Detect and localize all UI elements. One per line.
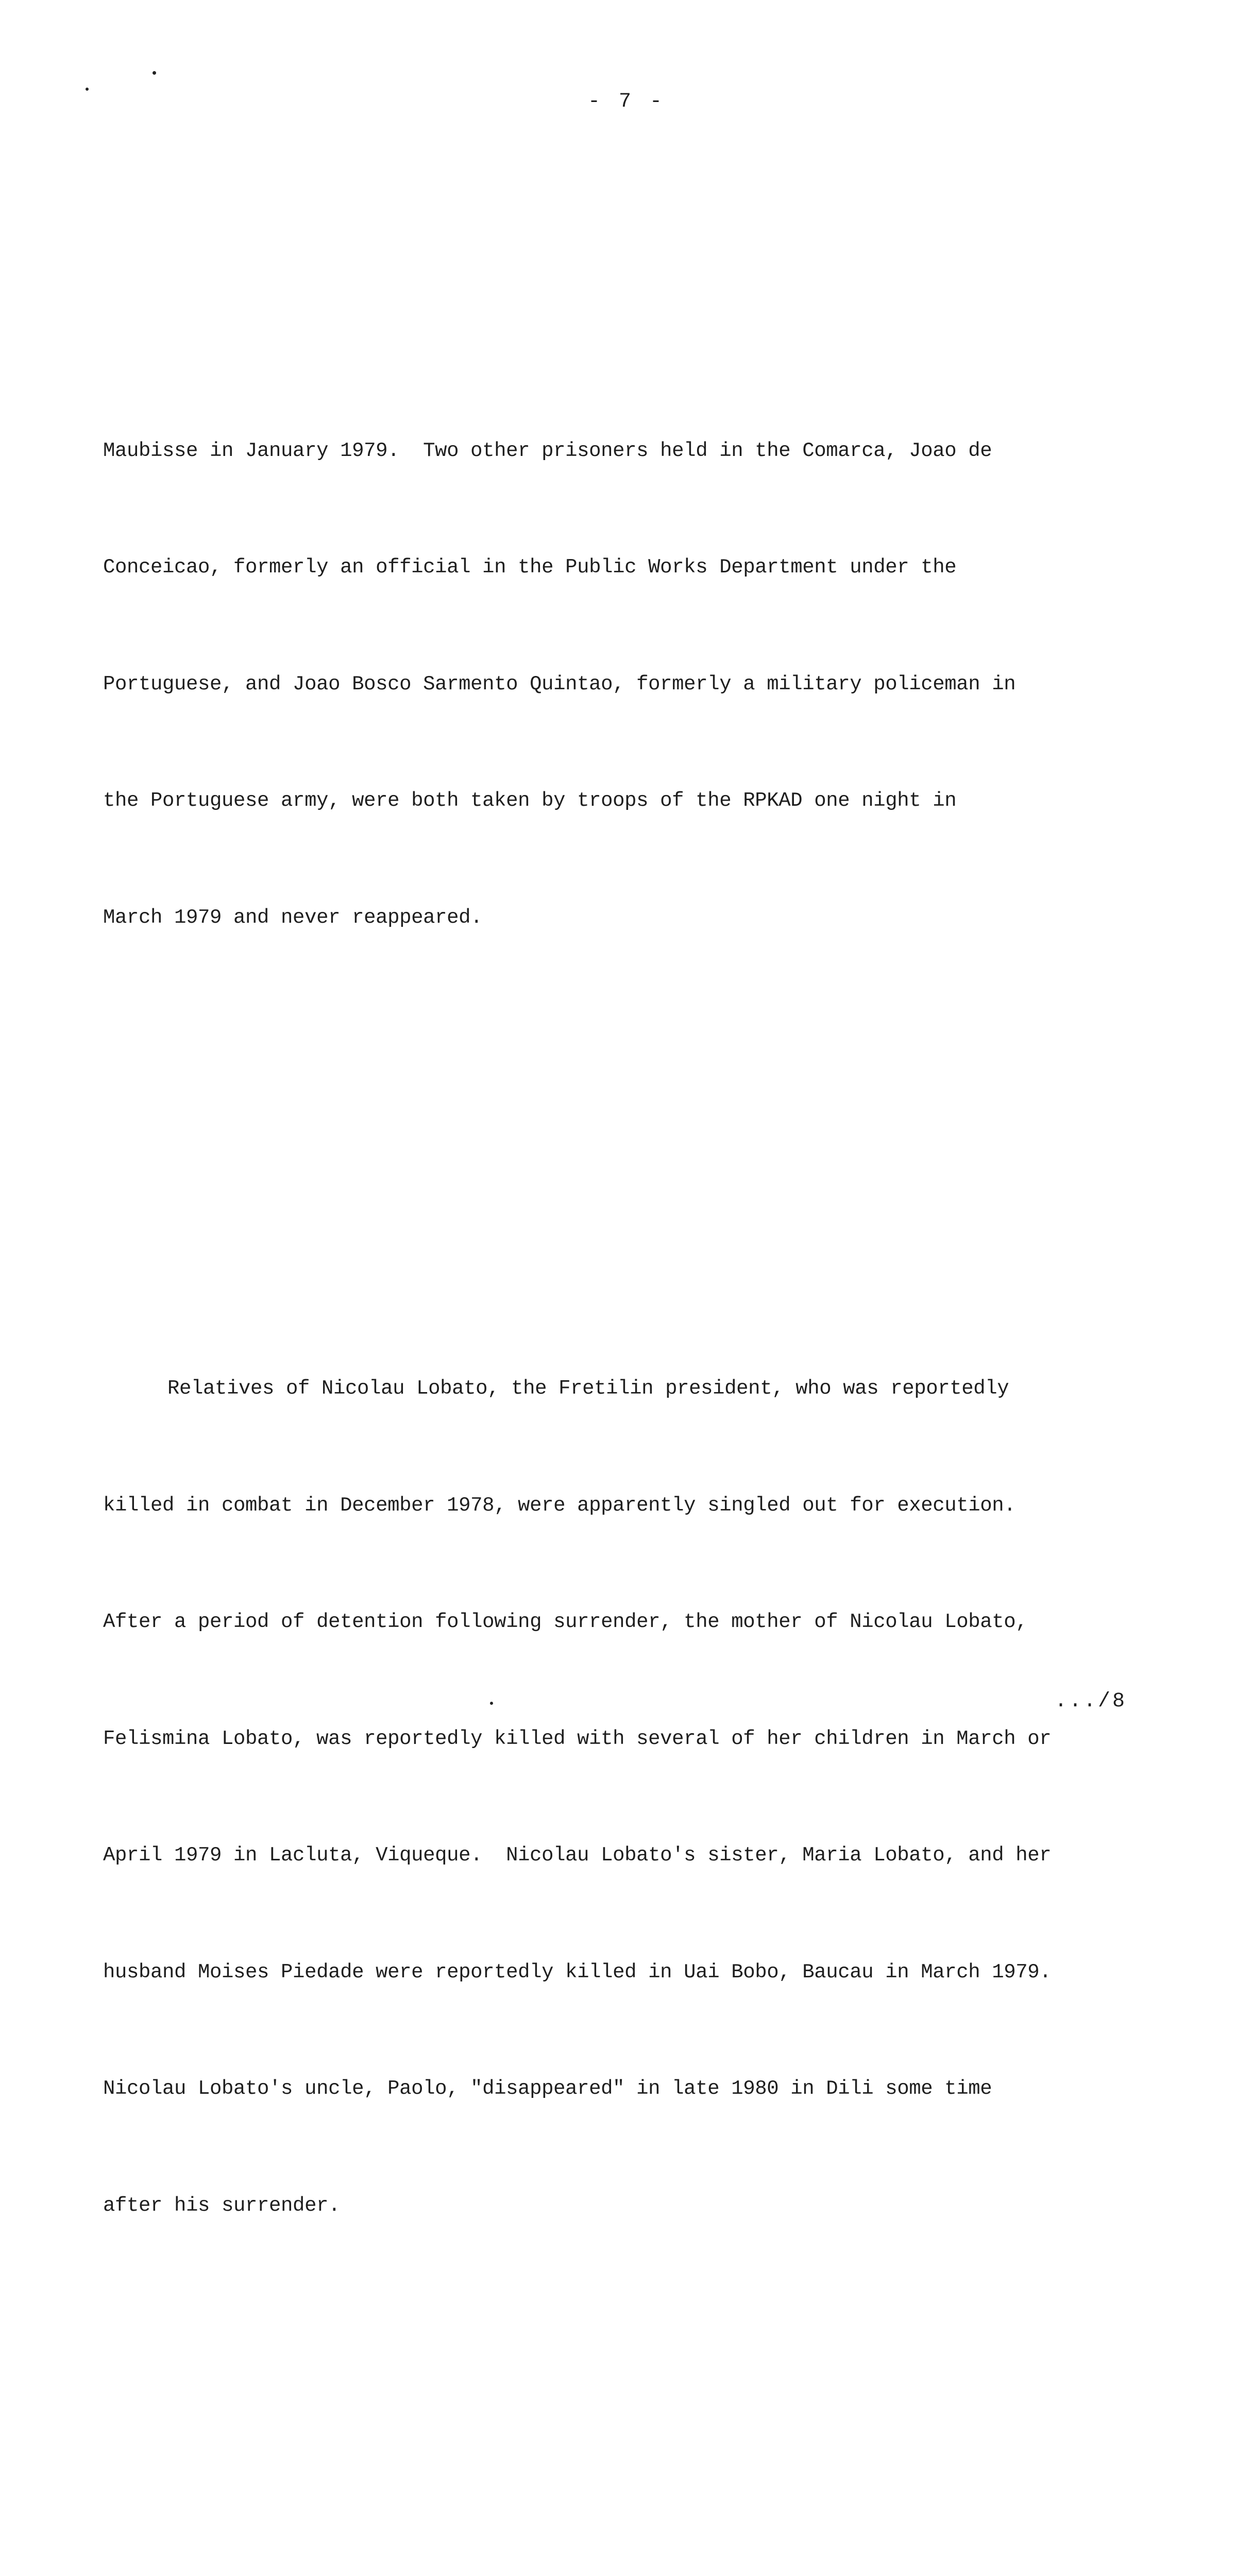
page-number: - 7 - <box>587 90 666 113</box>
text-line: killed in combat in December 1978, were apparently singled out for execution. <box>103 1494 1016 1517</box>
continuation-marker: .../8 <box>1054 1690 1127 1713</box>
text-line: Conceicao, formerly an official in the Public Works Department under the <box>103 556 957 579</box>
scan-speck <box>153 71 156 75</box>
text-line: Felismina Lobato, was reportedly killed with several of her children in March or <box>103 1727 1052 1750</box>
text-line: Nicolau Lobato's uncle, Paolo, "disappeared" in late 1980 in Dili some time <box>103 2077 992 2100</box>
text-line: Relatives of Nicolau Lobato, the Fretilin president, who was reportedly <box>167 1377 1009 1400</box>
paragraph-1 <box>103 354 1159 1015</box>
body-text <box>103 237 1159 2576</box>
paragraph-2 <box>103 1292 1159 2303</box>
text-line: Maubisse in January 1979. Two other prisoners held in the Comarca, Joao de <box>103 439 992 462</box>
text-line: April 1979 in Lacluta, Viqueque. Nicolau Lobato's sister, Maria Lobato, and her <box>103 1844 1052 1867</box>
text-line: After a period of detention following surrender, the mother of Nicolau Lobato, <box>103 1611 1028 1633</box>
text-line: the Portuguese army, were both taken by troops of the RPKAD one night in <box>103 789 957 812</box>
text-line: husband Moises Piedade were reportedly killed in Uai Bobo, Baucau in March 1979. <box>103 1960 1052 1984</box>
text-line: March 1979 and never reappeared. <box>103 906 483 929</box>
text-line: after his surrender. <box>103 2194 341 2217</box>
text-line: Portuguese, and Joao Bosco Sarmento Quintao, formerly a military policeman in <box>103 672 1016 696</box>
